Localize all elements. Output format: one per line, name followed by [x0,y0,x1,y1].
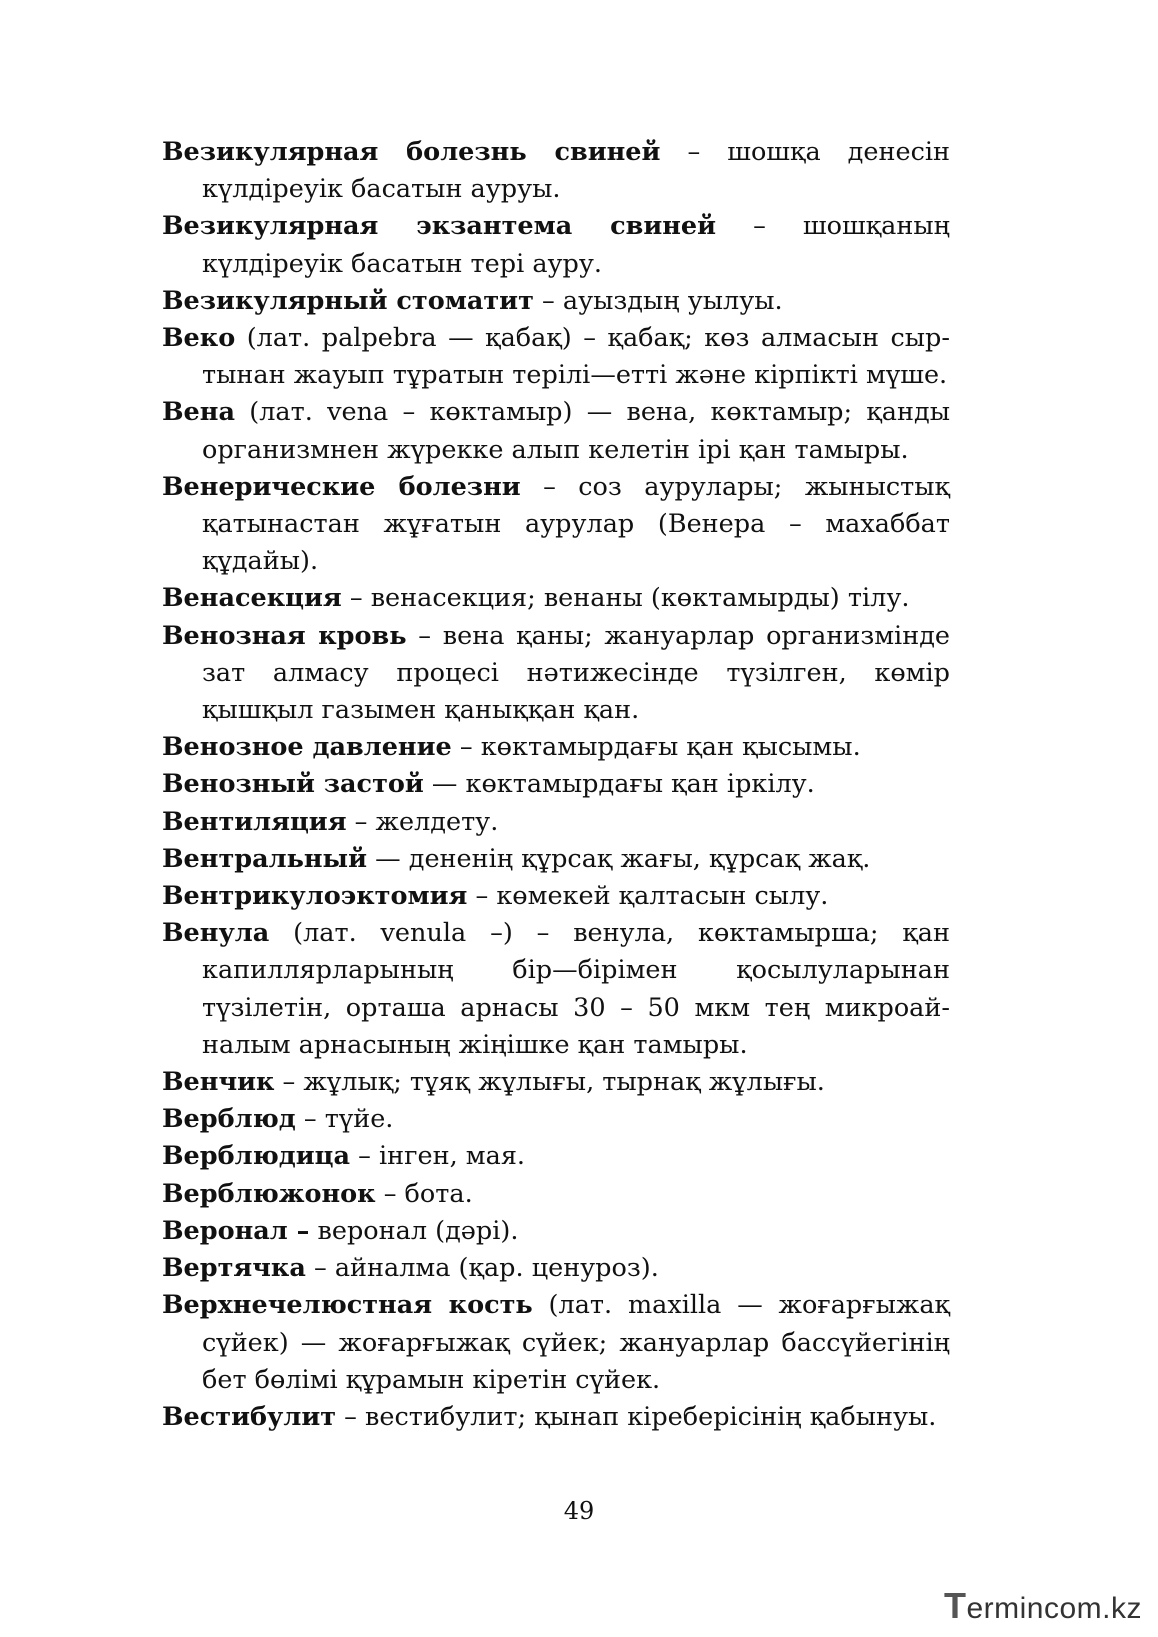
dictionary-entry [162,134,950,208]
entry-definition: – ауыздың уылуы. [533,285,783,316]
entry-definition: – айналма (қар. ценуроз). [305,1253,659,1284]
entry-definition: (лат. maxilla — жоғарғыжақ сүйек) — жоғарғыжақ сүйек; жануарлар бассүйегінің бет бөлімі құрамын кіретін сүйек. [202,1290,950,1395]
entry-term: Везикулярная экзантема свиней [162,211,717,242]
entry-definition: – көктамырдағы қан қысымы. [451,732,861,763]
entry-term: Вентрикулоэктомия [162,881,468,912]
entry-term: Венасекция [162,583,342,614]
dictionary-entry [162,915,950,1064]
entry-definition: – вена қаны; жануарлар организмінде зат алмасу процесі нәтижесінде түзілген, көмір қышқыл газымен қаныққан қан. [202,620,951,726]
entry-definition: – соз аурулары; жыныстық қатынастан жұғатын аурулар (Венера – махаббат құдайы). [202,471,950,577]
dictionary-entry [162,469,950,581]
entry-term: Вестибулит [162,1401,337,1432]
entry-term: Верблюжонок [162,1178,376,1209]
dictionary-entry [162,841,950,878]
watermark-text: ermincom.kz [966,1592,1142,1625]
entry-term: Верблюдица [162,1141,351,1172]
entry-definition: — дененің құрсақ жағы, құрсақ жақ. [367,843,871,874]
site-watermark [944,1585,1142,1627]
dictionary-entry [162,729,950,766]
dictionary-entry [162,394,950,468]
entry-term: Веронал – [162,1215,310,1246]
entry-term: Венозное давление [162,732,452,763]
entry-term: Вентральный [162,843,368,874]
entry-term: Вена [162,397,235,428]
entry-term: Венчик [162,1067,275,1098]
dictionary-entry [162,1101,950,1138]
entry-definition: — көктамырдағы қан іркілу. [423,769,815,800]
entry-definition: – түйе. [295,1104,394,1135]
entry-definition: – желдету. [346,806,499,837]
entry-term: Венозная кровь [162,620,407,651]
dictionary-entry [162,283,950,320]
entry-term: Венерические болезни [162,471,521,502]
entry-definition: – бота. [375,1178,473,1209]
entry-definition: – жұлық; тұяқ жұлығы, тырнақ жұлығы. [274,1067,825,1098]
entry-definition: – вестибулит; қынап кіреберісінің қабынуы. [336,1401,937,1432]
entry-definition: – венасекция; венаны (көктамырды) тілу. [341,583,910,614]
dictionary-entry [162,878,950,915]
entry-definition: – көмекей қалтасын сылу. [467,881,829,912]
dictionary-entry [162,618,950,730]
entry-term: Венула [162,918,270,949]
entry-list [162,134,950,1436]
entry-term: Верблюд [162,1104,296,1135]
dictionary-entry [162,1213,950,1250]
dictionary-entry [162,1138,950,1175]
entry-definition: веронал (дәрі). [309,1215,519,1246]
entry-term: Вертячка [162,1253,306,1284]
entry-definition: (лат. venula –) – венула, көктамырша; қан капиллярларының бір—бірімен қосылуларынан түзілетін, орташа арнасы 30 – 50 мкм тең микроай-налым арнасының жіңішке қан тамыры. [202,918,950,1060]
dictionary-entry [162,320,950,394]
dictionary-entry [162,1287,950,1399]
dictionary-entry [162,1176,950,1213]
dictionary-entry [162,580,950,617]
entry-term: Веко [162,323,236,354]
watermark-lead-letter: T [943,1585,967,1626]
entry-definition: (лат. vena – көктамыр) — вена, көктамыр; қанды организмнен жүрекке алып келетін ірі қан тамыры. [202,397,950,465]
dictionary-entry [162,208,950,282]
entry-term: Вентиляция [162,806,347,837]
entry-definition: – інген, мая. [350,1141,526,1172]
dictionary-entry [162,804,950,841]
dictionary-entry [162,1399,950,1436]
page-number: 49 [563,1497,595,1525]
dictionary-entry [162,1250,950,1287]
entry-definition: – шошқа денесін күлдіреуік басатын ауруы. [202,137,950,205]
entry-definition: – шошқаның күлдіреуік басатын тері ауру. [202,211,950,279]
entry-term: Везикулярная болезнь свиней [162,137,661,167]
dictionary-entry [162,766,950,803]
dictionary-entry [162,1064,950,1101]
entry-term: Венозный застой [162,769,424,800]
entry-term: Верхнечелюстная кость [162,1290,533,1321]
entry-term: Везикулярный стоматит [162,285,534,316]
entry-definition: (лат. palpebra — қабақ) – қабақ; көз алмасын сыр-тынан жауып тұратын терілі—етті және кірпікті мүше. [202,323,950,391]
